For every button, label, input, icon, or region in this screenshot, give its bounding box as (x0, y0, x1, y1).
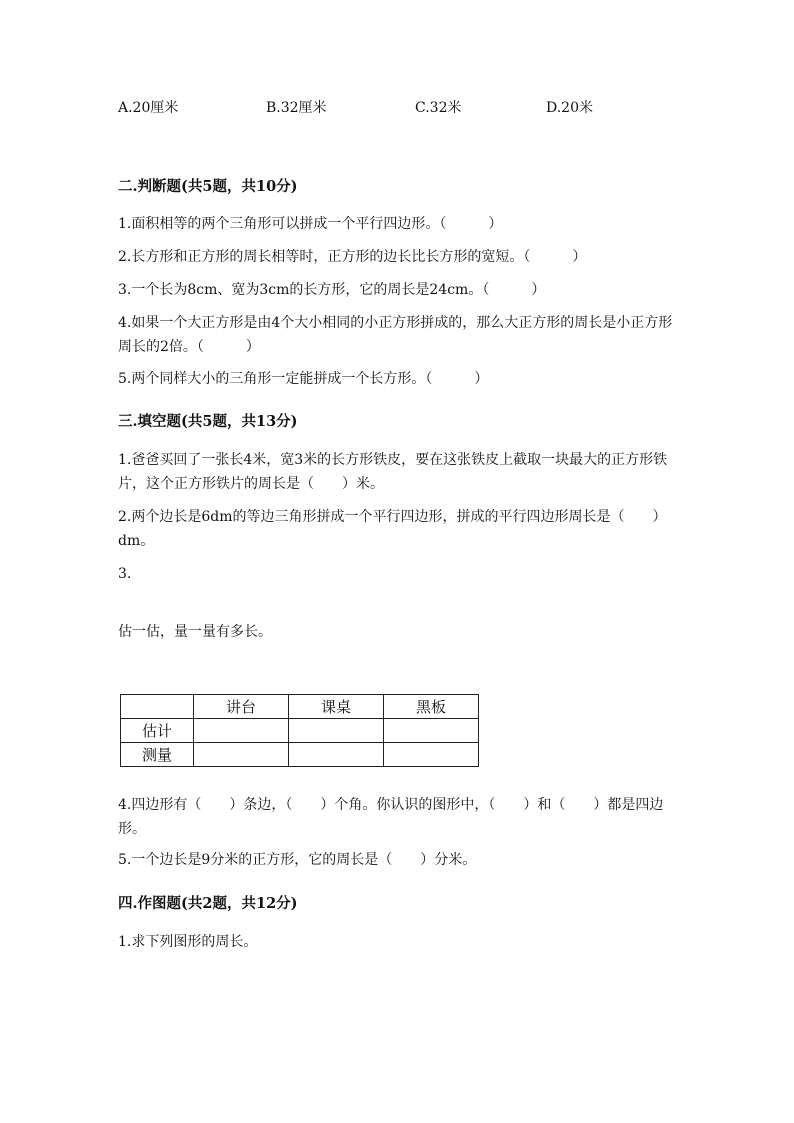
judge-question-1: 1.面积相等的两个三角形可以拼成一个平行四边形。（ ） (118, 216, 503, 232)
table-cell (194, 743, 289, 767)
fill-question-5: 5.一个边长是9分米的正方形，它的周长是（ ）分米。 (118, 852, 477, 868)
section-judge-title: 二.判断题(共5题，共10分) (118, 178, 298, 195)
option-d: D.20米 (546, 100, 593, 116)
judge-question-5: 5.两个同样大小的三角形一定能拼成一个长方形。（ ） (118, 371, 489, 387)
table-header-cell (121, 695, 194, 719)
table-header-cell: 讲台 (194, 695, 289, 719)
table-header-cell: 课桌 (289, 695, 384, 719)
fill-question-3-prompt: 估一估，量一量有多长。 (118, 624, 272, 640)
table-row-label: 测量 (121, 743, 194, 767)
estimate-table (120, 694, 479, 767)
choice-options (118, 97, 678, 119)
section-fill-title: 三.填空题(共5题，共13分) (118, 413, 298, 430)
table-row (121, 719, 479, 743)
draw-question-1: 1.求下列图形的周长。 (118, 934, 258, 950)
judge-question-4: 4.如果一个大正方形是由4个大小相同的小正方形拼成的，那么大正方形的周长是小正方形周长的2倍。（ ） (118, 315, 673, 355)
option-b: B.32厘米 (266, 100, 327, 116)
option-a: A.20厘米 (118, 100, 179, 116)
table-cell (289, 743, 384, 767)
fill-question-3: 3. (118, 566, 132, 582)
judge-question-3: 3.一个长为8cm、宽为3cm的长方形，它的周长是24cm。（ ） (118, 282, 546, 298)
table-header-cell: 黑板 (384, 695, 479, 719)
table-header-row (121, 695, 479, 719)
fill-question-1: 1.爸爸买回了一张长4米，宽3米的长方形铁皮，要在这张铁皮上截取一块最大的正方形铁片，这个正方形铁片的周长是（ ）米。 (118, 452, 668, 492)
table-cell (194, 719, 289, 743)
fill-question-2: 2.两个边长是6dm的等边三角形拼成一个平行四边形，拼成的平行四边形周长是（ ）dm。 (118, 509, 667, 549)
table-row (121, 743, 479, 767)
fill-question-4: 4.四边形有（ ）条边，（ ）个角。你认识的图形中，（ ）和（ ）都是四边形。 (118, 797, 664, 837)
judge-question-2: 2.长方形和正方形的周长相等时，正方形的边长比长方形的宽短。（ ） (118, 249, 587, 265)
table-cell (289, 719, 384, 743)
table-row-label: 估计 (121, 719, 194, 743)
table-cell (384, 743, 479, 767)
section-draw-title: 四.作图题(共2题，共12分) (118, 895, 298, 912)
option-c: C.32米 (415, 100, 462, 116)
table-cell (384, 719, 479, 743)
